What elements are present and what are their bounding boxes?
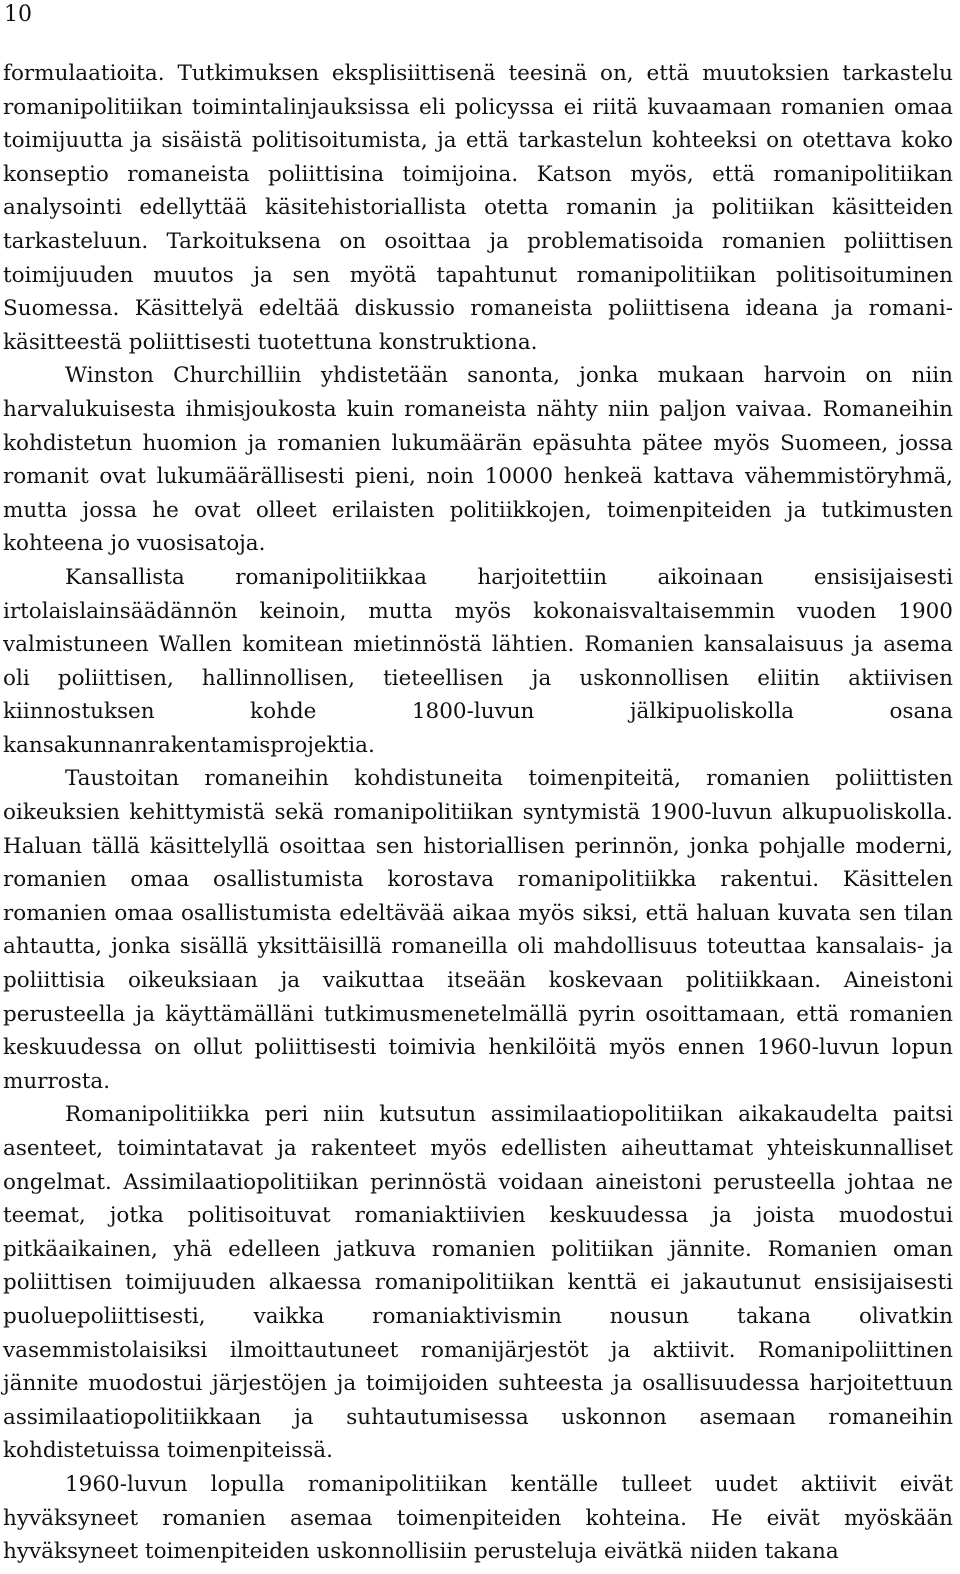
paragraph: Kansallista romanipolitiikkaa harjoitettiin aikoinaan ensisijaisesti irtolaislainsäädännön keinoin, mutta myös kokonaisvaltaisemmin vuoden 1900 valmistuneen Wallen komitean mietinnöstä lähtien. Romanien kansalaisuus ja asema oli poliittisen, hallinnollisen, tieteellisen ja uskonnollisen eliitin aktiivisen kiinnostuksen kohde 1800-luvun jälkipuoliskolla osana kansakunnanrakentamisprojektia. — [3, 564, 953, 758]
paragraph: Winston Churchilliin yhdistetään sanonta, jonka mukaan harvoin on niin harvalukuisesta ihmisjoukosta kuin romaneista nähty niin paljon vaivaa. Romaneihin kohdistetun huomion ja romanien lukumäärän epäsuhta pätee myös Suomeen, jossa romanit ovat lukumäärällisesti pieni, noin 10000 henkeä kattava vähemmistöryhmä, mutta jossa he ovat olleet erilaisten politiikkojen, toimenpiteiden ja tutkimusten kohteena jo vuosisatoja. — [3, 363, 953, 557]
page-number: 10 — [4, 2, 32, 27]
paragraph: Taustoitan romaneihin kohdistuneita toimenpiteitä, romanien poliittisten oikeuksien kehittymistä sekä romanipolitiikan syntymistä 1900-luvun alkupuoliskolla. Haluan tällä käsittelyllä osoittaa sen historiallisen perinnön, jonka pohjalle moderni, romanien omaa osallistumista korostava romanipolitiikka rakentui. Käsittelen romanien omaa osallistumista edeltävää aikaa myös siksi, että haluan kuvata sen tilan ahtautta, jonka sisällä yksittäisillä romaneilla oli mahdollisuus toteuttaa kansalais- ja poliittisia oikeuksiaan ja vaikuttaa itseään koskevaan politiikkaan. Aineistoni perusteella ja käyttämälläni tutkimusmenetelmällä pyrin osoittamaan, että romanien keskuudessa on ollut poliittisesti toimivia henkilöitä myös ennen 1960-luvun lopun murrosta. — [3, 766, 953, 1094]
paragraph: formulaatioita. Tutkimuksen eksplisiittisenä teesinä on, että muutoksien tarkastelu romanipolitiikan toimintalinjauksissa eli policyssa ei riitä kuvaamaan romanien omaa toimijuutta ja sisäistä politisoitumista, ja että tarkastelun kohteeksi on otettava koko konseptio romaneista poliittisina toimijoina. Katson myös, että romanipolitiikan analysointi edellyttää käsitehistoriallista otetta romanin ja politiikan käsitteiden tarkasteluun. Tarkoituksena on osoittaa ja problematisoida romanien poliittisen toimijuuden muutos ja sen myötä tapahtunut romanipolitiikan politisoituminen Suomessa. Käsittelyä edeltää diskussio romaneista poliittisena ideana ja romani-käsitteestä poliittisesti tuotettuna konstruktiona. — [3, 61, 953, 355]
paragraph: Romanipolitiikka peri niin kutsutun assimilaatiopolitiikan aikakaudelta paitsi asenteet, toimintatavat ja rakenteet myös edellisten aiheuttamat yhteiskunnalliset ongelmat. Assimilaatiopolitiikan perinnöstä voidaan aineistoni perusteella johtaa ne teemat, jotka politisoituvat romaniaktiivien keskuudessa ja joista muodostui pitkäaikainen, yhä edelleen jatkuva romanien politiikan jännite. Romanien oman poliittisen toimijuuden alkaessa romanipolitiikan kenttä ei jakautunut ensisijaisesti puoluepoliittisesti, vaikka romaniaktivismin nousun takana olivatkin vasemmistolaisiksi ilmoittautuneet romanijärjestöt ja aktiivit. Romanipoliittinen jännite muodostui järjestöjen ja toimijoiden suhteesta ja osallisuudessa harjoitettuun assimilaatiopolitiikkaan ja suhtautumisessa uskonnon asemaan romaneihin kohdistetuissa toimenpiteissä. — [3, 1102, 953, 1464]
paragraph: 1960-luvun lopulla romanipolitiikan kentälle tulleet uudet aktiivit eivät hyväksyneet romanien asemaa toimenpiteiden kohteina. He eivät myöskään hyväksyneet toimenpiteiden uskonnollisiin perusteluja eivätkä niiden takana — [3, 1471, 953, 1565]
body-text — [3, 57, 953, 1569]
